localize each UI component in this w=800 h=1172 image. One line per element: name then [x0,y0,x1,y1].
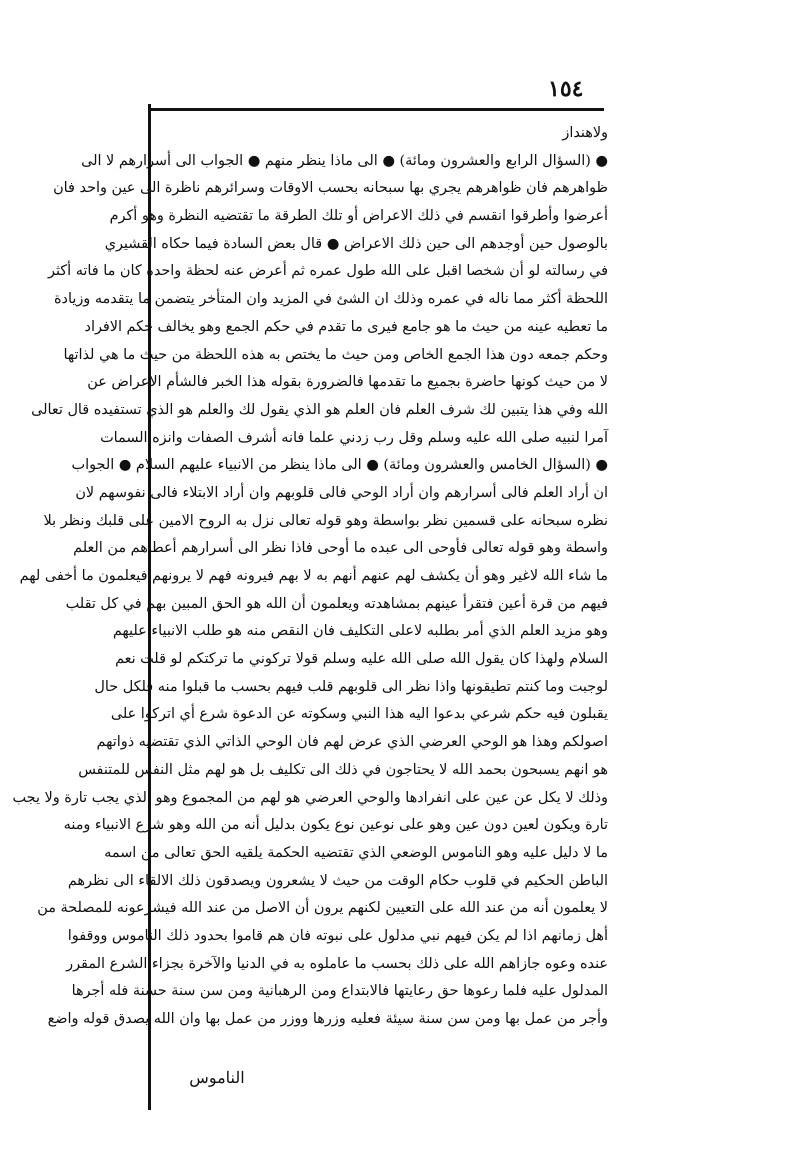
text-line: الباطن الحكيم في قلوب حكام الوقت من حيث لا يشعرون ويصدقون ذلك الالقاء الى نظرهم [67,872,608,889]
text-line: اصولكم وهذا هو الوحي العرضي الذي عرض لهم فان الوحي الذاتي الذي تقتضيه ذواتهم [96,734,608,751]
text-line: ● (السؤال الخامس والعشرون ومائة) ● الى ماذا ينظر من الانبياء عليهم السلام ● الجواب [71,457,608,474]
text-line: وذلك لا يكل عن عين على انفرادها والوحي العرضي هو لهم من المجموع وهو الذي يجب تارة ولا يجب [12,789,608,806]
text-line: وأجر من عمل بها ومن سن سنة سيئة فعليه وزرها ووزر من عمل بها وان الله يصدق قوله واضع [47,1011,608,1027]
text-line: وهو مزيد العلم الذي أمر بطلبه لاعلى التكليف فان النقص منه هو طلب الانبياء عليهم [112,623,608,640]
text-line: في رسالته لو أن شخصا اقبل على الله طول عمره ثم أعرض عنه لحظة واحدة كان ما فاته أكثر [48,263,608,280]
text-line: ظواهرهم فان ظواهرهم يجري بها سبحانه بحسب الاوقات وسرائرهم ناظرة الى عين واحد فان [53,180,608,197]
text-line: السلام ولهذا كان يقول الله صلى الله عليه وسلم قولا تركوني ما تركتكم لو قلت نعم [115,651,608,668]
text-line: ولاهنداز [562,125,608,141]
text-line: اللحظة أكثر مما ناله في عمره وذلك ان الشئ في المزيد وان المتأخر يتضمن ما يتقدمه وزيادة [54,291,608,308]
text-line: يقبلون فيه حكم شرعي بدعوا اليه هذا النبي وسكوته عن الدعوة شرع أي اتركوا على [110,706,608,723]
page-number: ١٥٤ [548,76,584,102]
text-line: المدلول عليه فلما رعوها حق رعايتها فالابتداع ومن الرهبانية ومن سن سنة حسنة فله أجرها [71,983,608,1000]
text-line: بالوصول حين أوجدهم الى حين ذلك الاعراض ● قال بعض السادة فيما حكاه القشيري [104,235,608,252]
text-line: ● (السؤال الرابع والعشرون ومائة) ● الى ماذا ينظر منهم ● الجواب الى أسرارهم لا الى [81,152,608,169]
text-line: ان أراد العلم فالى أسرارهم وان أراد الوحي فالى قلوبهم وان أراد الابتلاء فالى نفوسهم لان [75,484,608,501]
text-line: هو انهم يسبحون بحمد الله لا يحتاجون في ذلك الى تكليف بل هو لهم مثل النفس للمتنفس [78,761,608,778]
text-line: عنده وعوه جازاهم الله على ذلك بحسب ما عاملوه به في الدنيا والآخرة بجزاء الشرع المقرر [66,955,608,972]
text-line: لا من حيث كونها حاضرة بجميع ما تقدمها فالضرورة بقوله هذا الخبر فالشأم الاعراض عن [87,374,608,391]
text-line: ما شاء الله لاغير وهو أن يكشف لهم عنهم أنهم به لا بهم فيرونه فهم لا يرونهم فيعلمون ما أخفى لهم [19,568,608,584]
catchword: الناموس [189,1068,245,1087]
text-line: لوجبت وما كنتم تطيقونها واذا نظر الى قلوبهم قلب فيهم بحسب ما قبلوا منه فلكل حال [94,678,608,695]
text-line: أعرضوا وأطرقوا انقسم في ذلك الاعراض أو تلك الطرقة ما تقتضيه النظرة وهو أكرم [109,208,608,225]
text-line: ما لا دليل عليه وهو الناموس الوضعي الذي تقتضيه الحكمة يلقيه الحق تعالى من اسمه [104,844,608,861]
text-line: نظره سبحانه على قسمين نظر بواسطة وهو قوله تعالى نزل به الروح الامين على قلبك ونظر بلا [43,512,608,529]
text-line: وحكم جمعه دون هذا الجمع الخاص ومن حيث ما يختص به هذه اللحظة من حيث ما هي لذاتها [63,346,608,363]
text-line: الله وفي هذا يتبين لك شرف العلم فان العلم هو الذي يقول لك والعلم هو الذي تستفيده قال تعالى [31,401,608,418]
text-block [12,120,608,1110]
text-line: لا يعلمون أنه من عند الله على التعيين لكنهم يرون أن الاصل من عند الله فيشرعونه للمصلحة من [37,900,608,917]
text-line [156,1034,608,1062]
text-line: واسطة وهو قوله تعالى فأوحى الى عبده ما أوحى فاذا نظر الى أسرارهم أعطاهم من العلم [73,540,608,557]
text-line: ما تعطيه عينه من حيث ما هو جامع فيرى ما تقدم في حكم الجمع وهو يخالف حكم الافراد [84,318,608,335]
text-line: تارة ويكون لعين دون عين وهو على نوعين نوع يكون بدليل أنه من الله وهو شرع الانبياء ومنه [63,817,608,834]
text-line: أهل زمانهم اذا لم يكن فيهم نبي مدلول على نبوته فان هم قاموا بحدود ذلك الناموس ووقفوا [67,927,608,944]
text-line: فيهم من قرة أعين فتقرأ عينهم بمشاهدته ويعلمون أن الله هو الحق المبين بهم في كل تقلب [65,595,608,612]
top-rule [150,108,604,111]
text-line: آمرا لنبيه صلى الله عليه وسلم وقل رب زدني علما فانه أشرف الصفات وانزه السمات [100,429,608,446]
